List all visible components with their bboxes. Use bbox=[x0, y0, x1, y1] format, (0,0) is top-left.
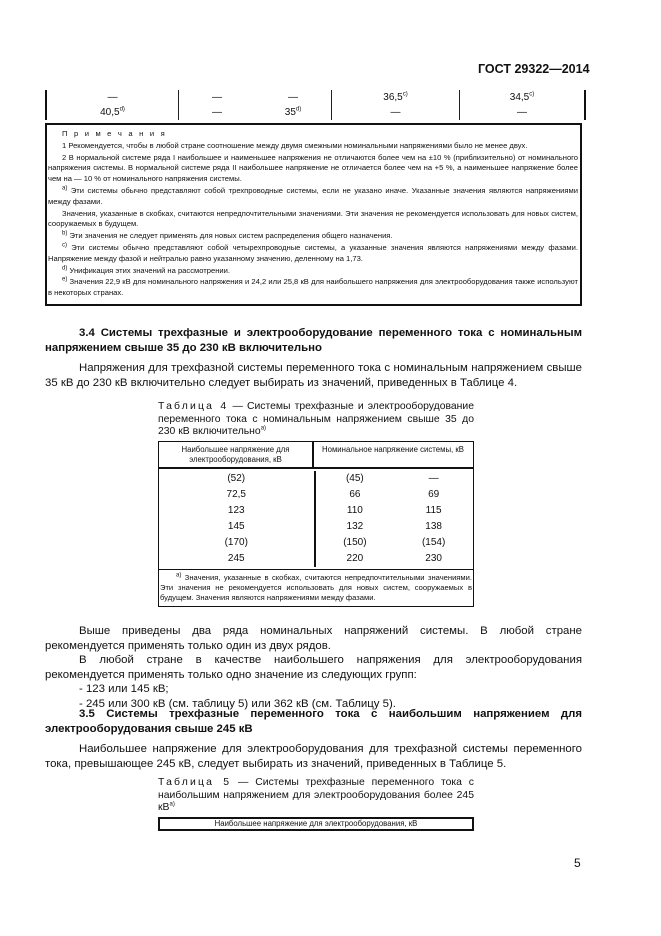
document-code: ГОСТ 29322—2014 bbox=[478, 62, 590, 76]
list-item: - 123 или 145 кВ; bbox=[79, 683, 169, 695]
column-header: Наибольшее напряжение для электрооборудования, кВ bbox=[159, 442, 314, 467]
section-3-4-heading: 3.4 Системы трехфазные и электрооборудование переменного тока с номинальным напряжением свыше 35 до 230 кВ включительно bbox=[45, 327, 582, 354]
footnote-c: $^{c)}$ Эти системы обычно представляют собой четырехпроводные системы, а указанные значения являются напряжениями между фазами. Напряжение между фазой и нейтралью равно указанному значению, деленному на 1,73. bbox=[48, 242, 578, 263]
footnote-e: $^{e)}$ Значения 22,9 кВ для номинального напряжения и 24,2 или 25,8 кВ для наибольшего напряжения для электрооборудования также используют в некоторых странах. bbox=[48, 276, 578, 298]
table-row: 40,5$^{d)}$ — 35$^{d)}$ — — bbox=[47, 105, 584, 120]
footnote-a: $^{a)}$ Эти системы обычно представляют собой трехпроводные системы, если не указано иначе. Указанные значения являются напряжениями между фазами. bbox=[48, 185, 578, 206]
list-item: - 245 или 300 кВ (см. таблицу 5) или 362 кВ (см. Таблицу 5). bbox=[79, 697, 396, 710]
column-header: Номинальное напряжение системы, кВ bbox=[321, 445, 464, 454]
table5-caption: Таблица 5 — Системы трехфазные переменного тока с наибольшим напряжением для электрооборудования более 245 $кВ^{a)}$ bbox=[158, 777, 474, 813]
table4-footnote: $^{a)}$ Значения, указанные в скобках, считаются непредпочтительными значениями. Эти значения не рекомендуется использовать для новых систем, сооружаемых в будущем. Значения являются напряжениями между фазами. bbox=[159, 569, 473, 606]
table-row: — — — 36,5$^{c)}$ 34,5$^{c)}$ bbox=[47, 90, 584, 105]
section-3-4-intro: Напряжения для трехфазной системы переменного тока с номинальным напряжением свыше 35 кВ до 230 кВ включительно следует выбирать из значений, приведенных в Таблице 4. bbox=[45, 362, 582, 389]
section-3-5-heading: 3.5 Системы трехфазные переменного тока с наибольшим напряжением для электрооборудования свыше 245 кВ bbox=[45, 708, 582, 735]
section-3-5-intro: Наибольшее напряжение для электрооборудования для трехфазной системы переменного тока, превышающее 245 кВ, следует выбирать из значений, приведенных в Таблице 5. bbox=[45, 743, 582, 770]
table3-continuation bbox=[45, 90, 586, 120]
table4 bbox=[158, 441, 474, 607]
note-1: 1 Рекомендуется, чтобы в любой стране соотношение между двумя смежными номинальными напряжениями было не менее двух. bbox=[62, 140, 528, 150]
table3-notes bbox=[45, 123, 582, 306]
page-number: 5 bbox=[574, 856, 581, 870]
note-2: 2 В нормальной системе ряда I наибольшее и наименьшее напряжения не отличаются более чем на ±10 % (приблизительно) от номинального напряжения системы. В нормальной системе ряда II наибольшее напряжение не отличается более чем на +5 %, а наименьшее напряжение более чем на — 10 % от номинального напряжения системы. bbox=[48, 152, 578, 184]
table4-caption: Таблица 4 — Системы трехфазные и электрооборудование переменного тока с номинальным напряжением свыше 35 до 230 кВ включительно$^{a)}$ bbox=[158, 401, 474, 437]
table4-body: (52) 72,5 123 145 (170) 245 (45) 66 110 132 (150) 220 — 69 115 138 (154) 230 bbox=[159, 469, 473, 569]
footnote-a-cont: Значения, указанные в скобках, считаются непредпочтительными значениями. Эти значения не рекомендуется использовать для новых систем, сооружаемых в будущем. bbox=[48, 208, 578, 229]
footnote-b: $^{b)}$ Эти значения не следует применять для новых систем распределения общего назначения. bbox=[62, 230, 393, 241]
after-table4-text: Выше приведены два ряда номинальных напряжений системы. В любой стране рекомендуется применять только один из двух рядов. В любой стране в качестве наибольшего напряжения для электрооборудования рекомендуется применять только одно значение из следующих групп: - 123 или 145 кВ; - 245 или 300 кВ (см. таблицу 5) или 362 кВ (см. Таблицу 5). bbox=[45, 625, 582, 710]
footnote-d: $^{d)}$ Унификация этих значений на рассмотрении. bbox=[62, 265, 230, 275]
notes-title: П р и м е ч а н и я bbox=[62, 129, 167, 138]
table5-header: Наибольшее напряжение для электрооборудования, кВ bbox=[158, 817, 474, 831]
table4-header bbox=[159, 442, 473, 469]
